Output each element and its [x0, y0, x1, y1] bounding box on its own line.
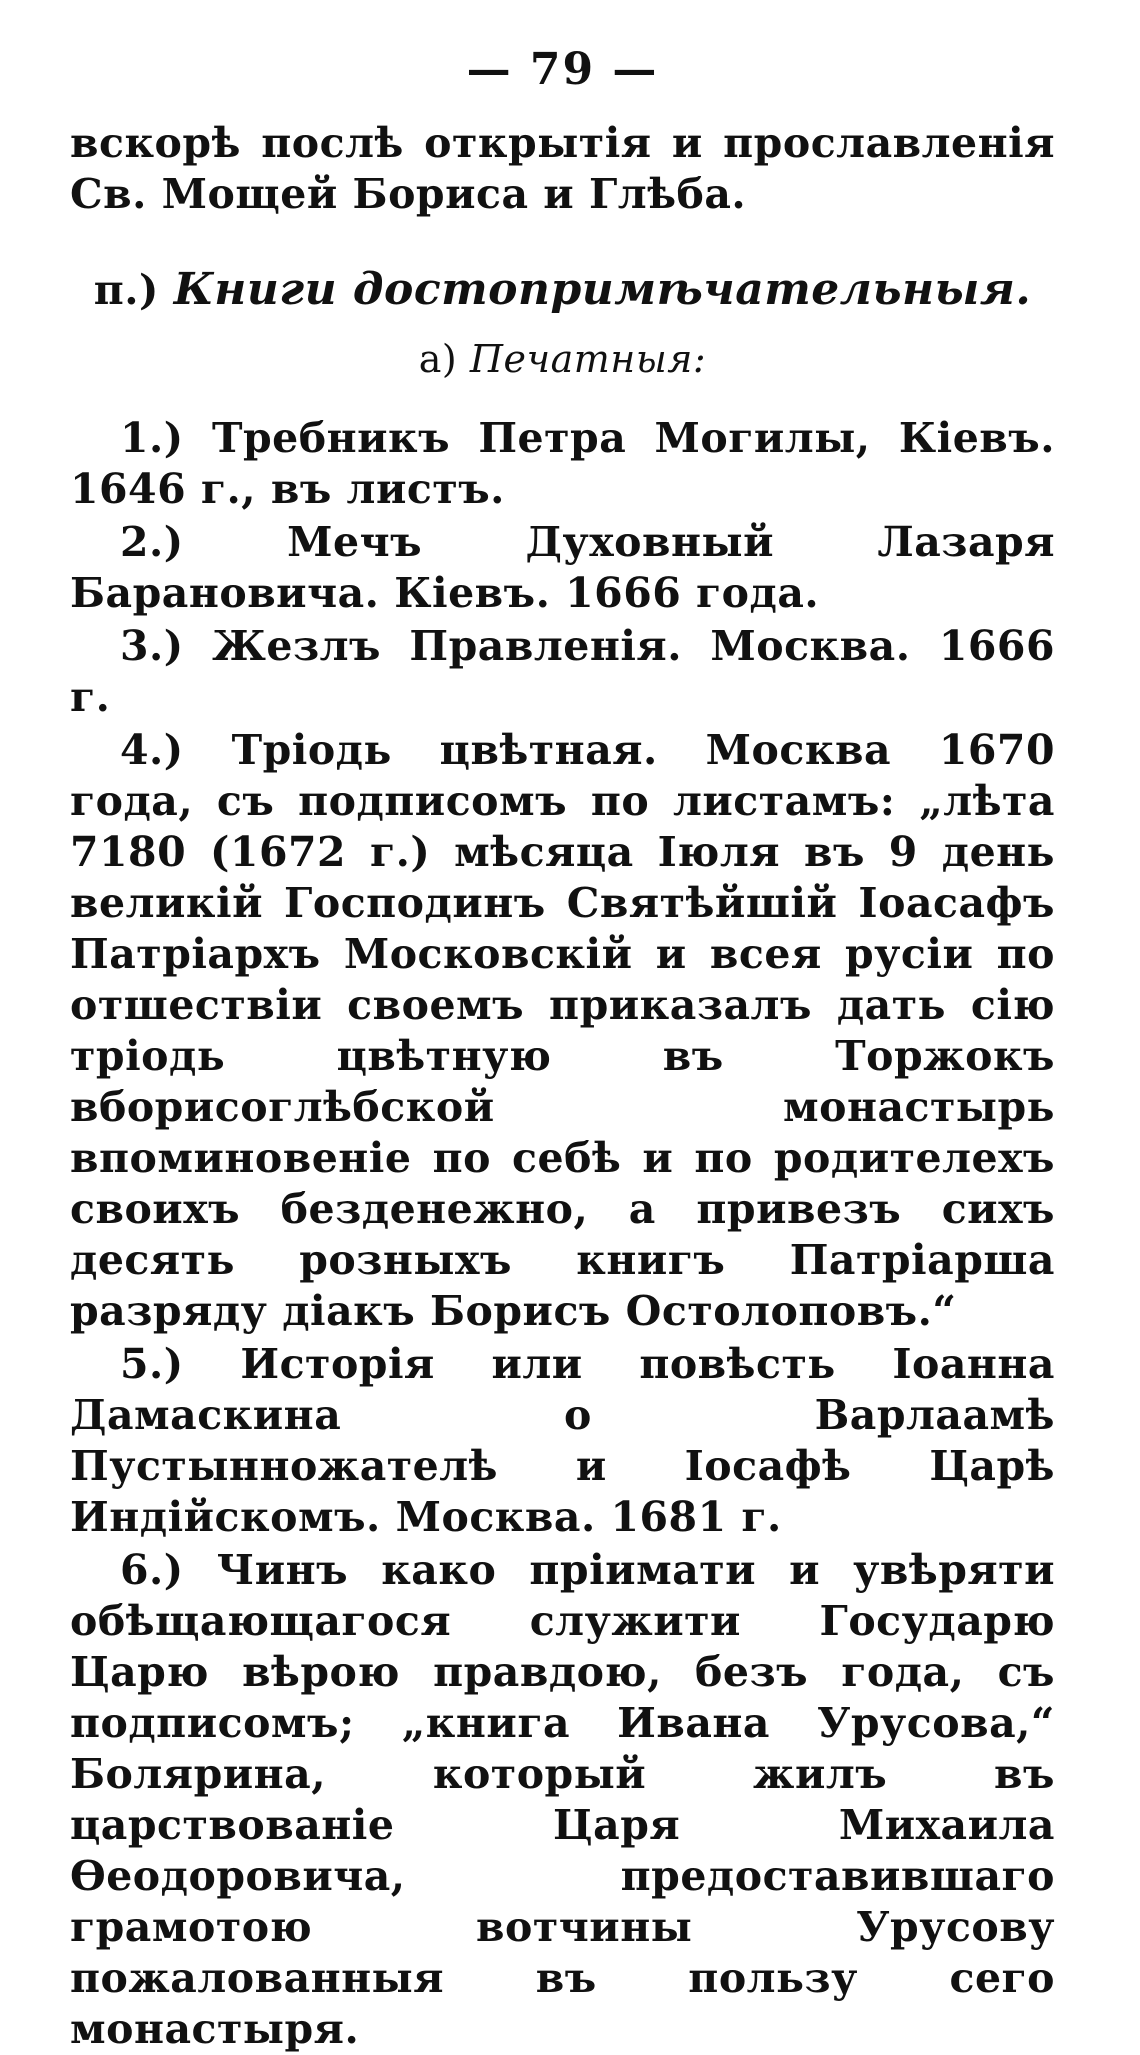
section-marker: п.) [93, 266, 159, 314]
list-item-text: Исторія или повѣсть Іоанна Дамаскина о Варлаамѣ Пустынножателѣ и Іосафѣ Царѣ Индійскомъ. Москва. 1681 г. [70, 1340, 1055, 1541]
list-item [70, 621, 1055, 723]
list-item [70, 725, 1055, 1337]
list-item-text: Чинъ како пріимати и увѣряти обѣщающагося служити Государю Царю вѣрою правдою, безъ года, съ подписомъ; „книга Ивана Урусова,“ Болярина, который жилъ въ царствованіе Царя Михаила Ѳеодоровича, предоставившаго грамотою вотчины Урусову пожалованныя въ пользу сего монастыря. [70, 1546, 1055, 2053]
subsection-marker: а) [418, 337, 458, 381]
section-title: Книги достопримѣчательныя. [173, 264, 1032, 315]
opening-paragraph: вскорѣ послѣ открытія и прославленія Св. Мощей Бориса и Глѣба. [70, 119, 1055, 218]
list-item-marker: 2.) [120, 518, 184, 566]
list-item-text: Тріодь цвѣтная. Москва 1670 года, съ подписомъ по листамъ: „лѣта 7180 (1672 г.) мѣсяца Іюля въ 9 день великій Господинъ Святѣйшій Іоасафъ Патріархъ Московскій и всея русіи по отшествіи своемъ приказалъ дать сію тріодь цвѣтную въ Торжокъ вборисоглѣбской монастырь впоминовеніе по себѣ и по родителехъ своихъ безденежно, а привезъ сихъ десять розныхъ книгъ Патріарша разряду діакъ Борисъ Остолоповъ.“ [70, 726, 1055, 1335]
list-item [70, 1545, 1055, 2055]
subsection-title: Печатныя: [469, 337, 707, 381]
list-item-marker: 5.) [120, 1340, 184, 1388]
list-item-text: Требникъ Петра Могилы, Кіевъ. 1646 г., въ листъ. [70, 414, 1055, 513]
list-item-marker: 1.) [120, 414, 184, 462]
book-page [70, 40, 1055, 2055]
section-heading [70, 264, 1055, 316]
subsection-heading [70, 334, 1055, 385]
page-number: — 79 — [466, 44, 659, 95]
list-item [70, 413, 1055, 515]
list-item-marker: 3.) [120, 622, 184, 670]
list-item [70, 1339, 1055, 1543]
list-item-text: Мечъ Духовный Лазаря Барановича. Кіевъ. 1666 года. [70, 518, 1055, 617]
list-item [70, 517, 1055, 619]
list-item-marker: 6.) [120, 1546, 184, 1594]
list-item-text: Жезлъ Правленія. Москва. 1666 г. [70, 622, 1055, 721]
list-item-marker: 4.) [120, 726, 184, 774]
